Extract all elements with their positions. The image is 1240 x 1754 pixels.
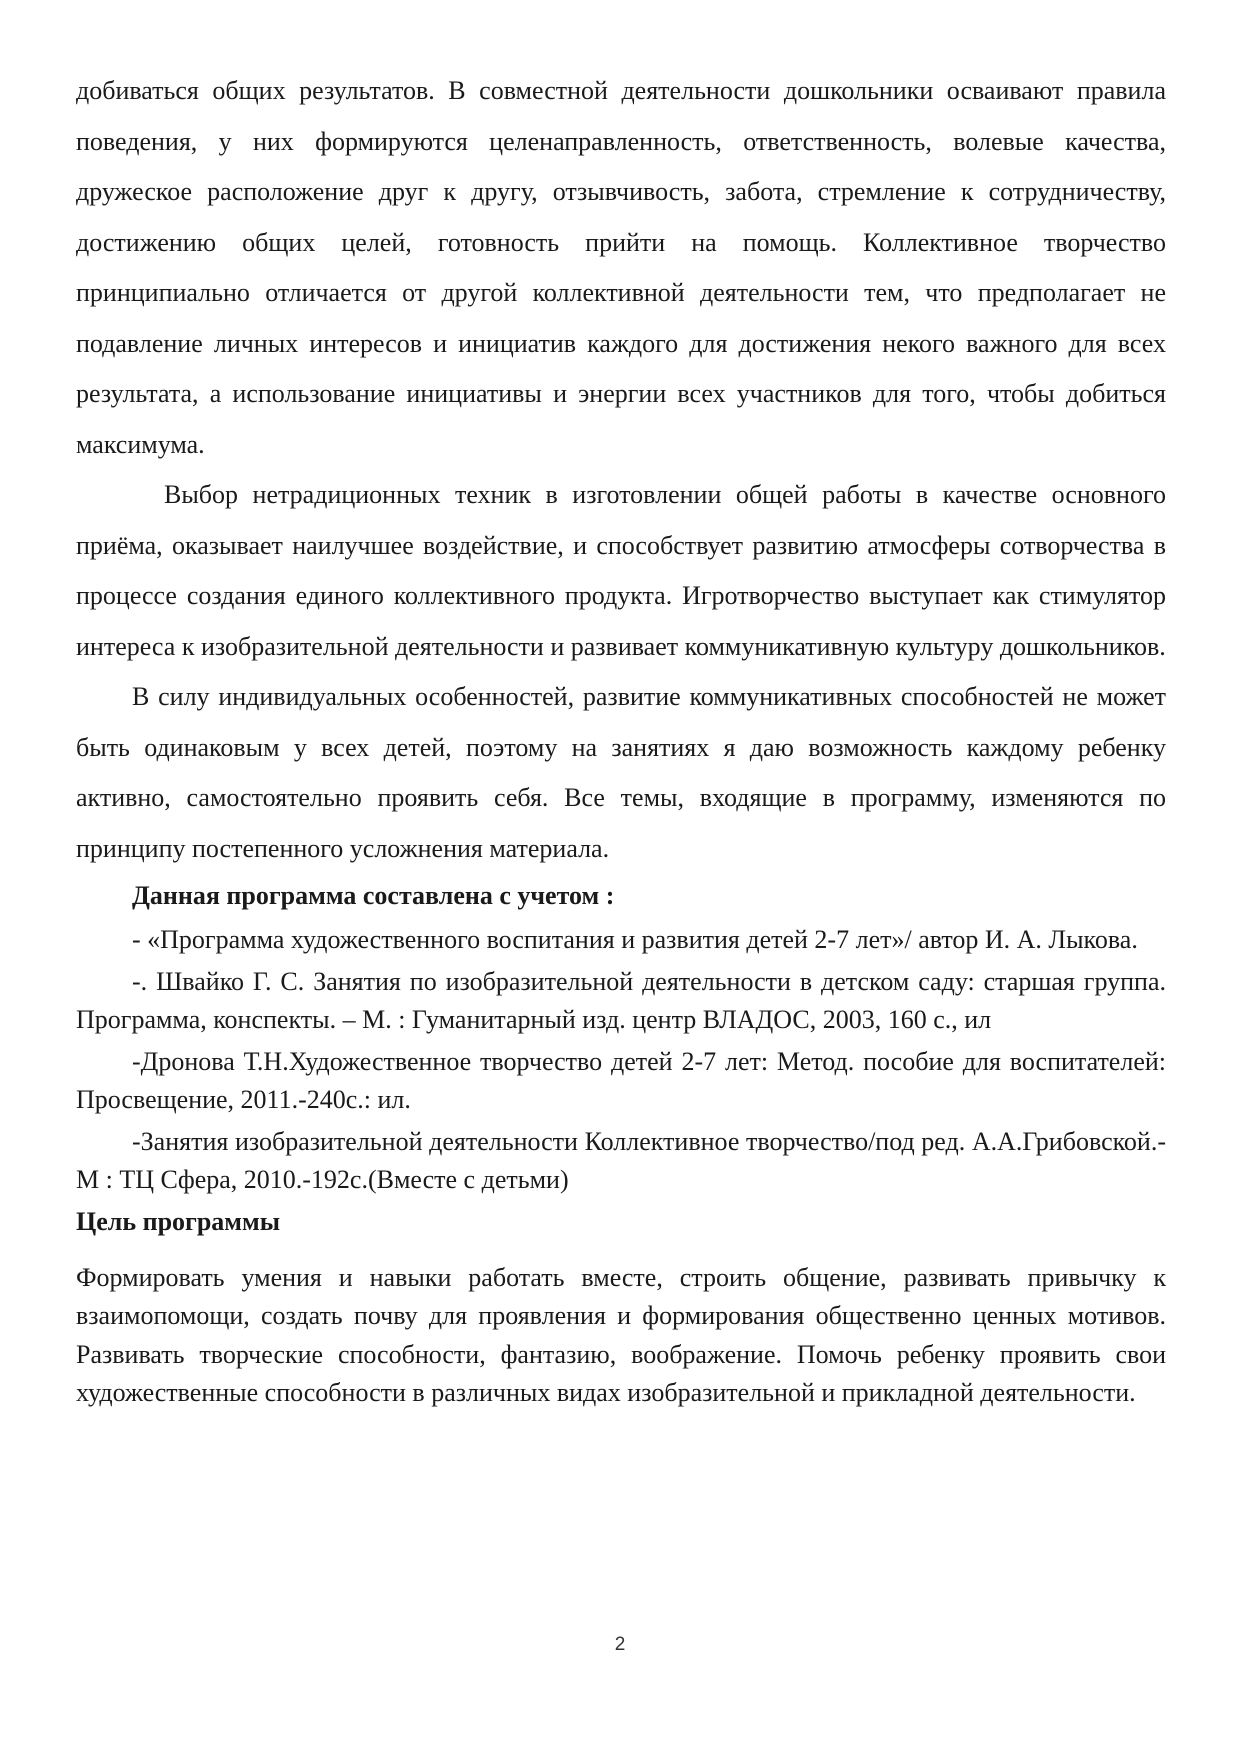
- paragraph-nontraditional-techniques: Выбор нетрадиционных техник в изготовлении общей работы в качестве основного приёма, оказывает наилучшее воздействие, и способствует развитию атмосферы сотворчества в процессе создания единого коллективного продукта. Игротворчество выступает как стимулятор интереса к изобразительной деятельности и развивает коммуникативную культуру дошкольников.: [76, 480, 1166, 661]
- reference-item-dronova: -Дронова Т.Н.Художественное творчество детей 2-7 лет: Метод. пособие для воспитателей: Просвещение, 2011.-240с.: ил.: [76, 1046, 1166, 1114]
- reference-item-gribovskaya: -Занятия изобразительной деятельности Коллективное творчество/под ред. А.А.Грибовской.-М : ТЦ Сфера, 2010.-192с.(Вместе с детьми): [76, 1126, 1166, 1194]
- goal-paragraph: Формировать умения и навыки работать вместе, строить общение, развивать привычку к взаимопомощи, создать почву для проявления и формирования общественно ценных мотивов. Развивать творческие способности, фантазию, воображение. Помочь ребенку проявить свои художественные способности в различных видах изобразительной и прикладной деятельности.: [76, 1262, 1166, 1407]
- reference-item-shvayko: -. Швайко Г. С. Занятия по изобразительной деятельности в детском саду: старшая группа. Программа, конспекты. – М. : Гуманитарный изд. центр ВЛАДОС, 2003, 160 с., ил: [76, 966, 1166, 1034]
- reference-item-lykova: - «Программа художественного воспитания и развития детей 2-7 лет»/ автор И. А. Лыкова.: [132, 925, 1138, 954]
- references-list: [76, 921, 1166, 1200]
- page-number: 2: [614, 1634, 626, 1655]
- references-heading: Данная программа составлена с учетом :: [132, 881, 615, 910]
- paragraph-collective-activity: добиваться общих результатов. В совместной деятельности дошкольники осваивают правила поведения, у них формируются целенаправленность, ответственность, волевые качества, дружеское расположение друг к другу, отзывчивость, забота, стремление к сотрудничеству, достижению общих целей, готовность прийти на помощь. Коллективное творчество принципиально отличается от другой коллективной деятельности тем, что предполагает не подавление личных интересов и инициатив каждого для достижения некого важного для всех результата, а использование инициативы и энергии всех участников для того, чтобы добиться максимума.: [76, 76, 1166, 459]
- page-content: [76, 66, 1166, 1413]
- goal-heading: Цель программы: [76, 1206, 281, 1236]
- paragraph-individual-features: В силу индивидуальных особенностей, развитие коммуникативных способностей не может быть одинаковым у всех детей, поэтому на занятиях я даю возможность каждому ребенку активно, самостоятельно проявить себя. Все темы, входящие в программу, изменяются по принципу постепенного усложнения материала.: [76, 682, 1166, 863]
